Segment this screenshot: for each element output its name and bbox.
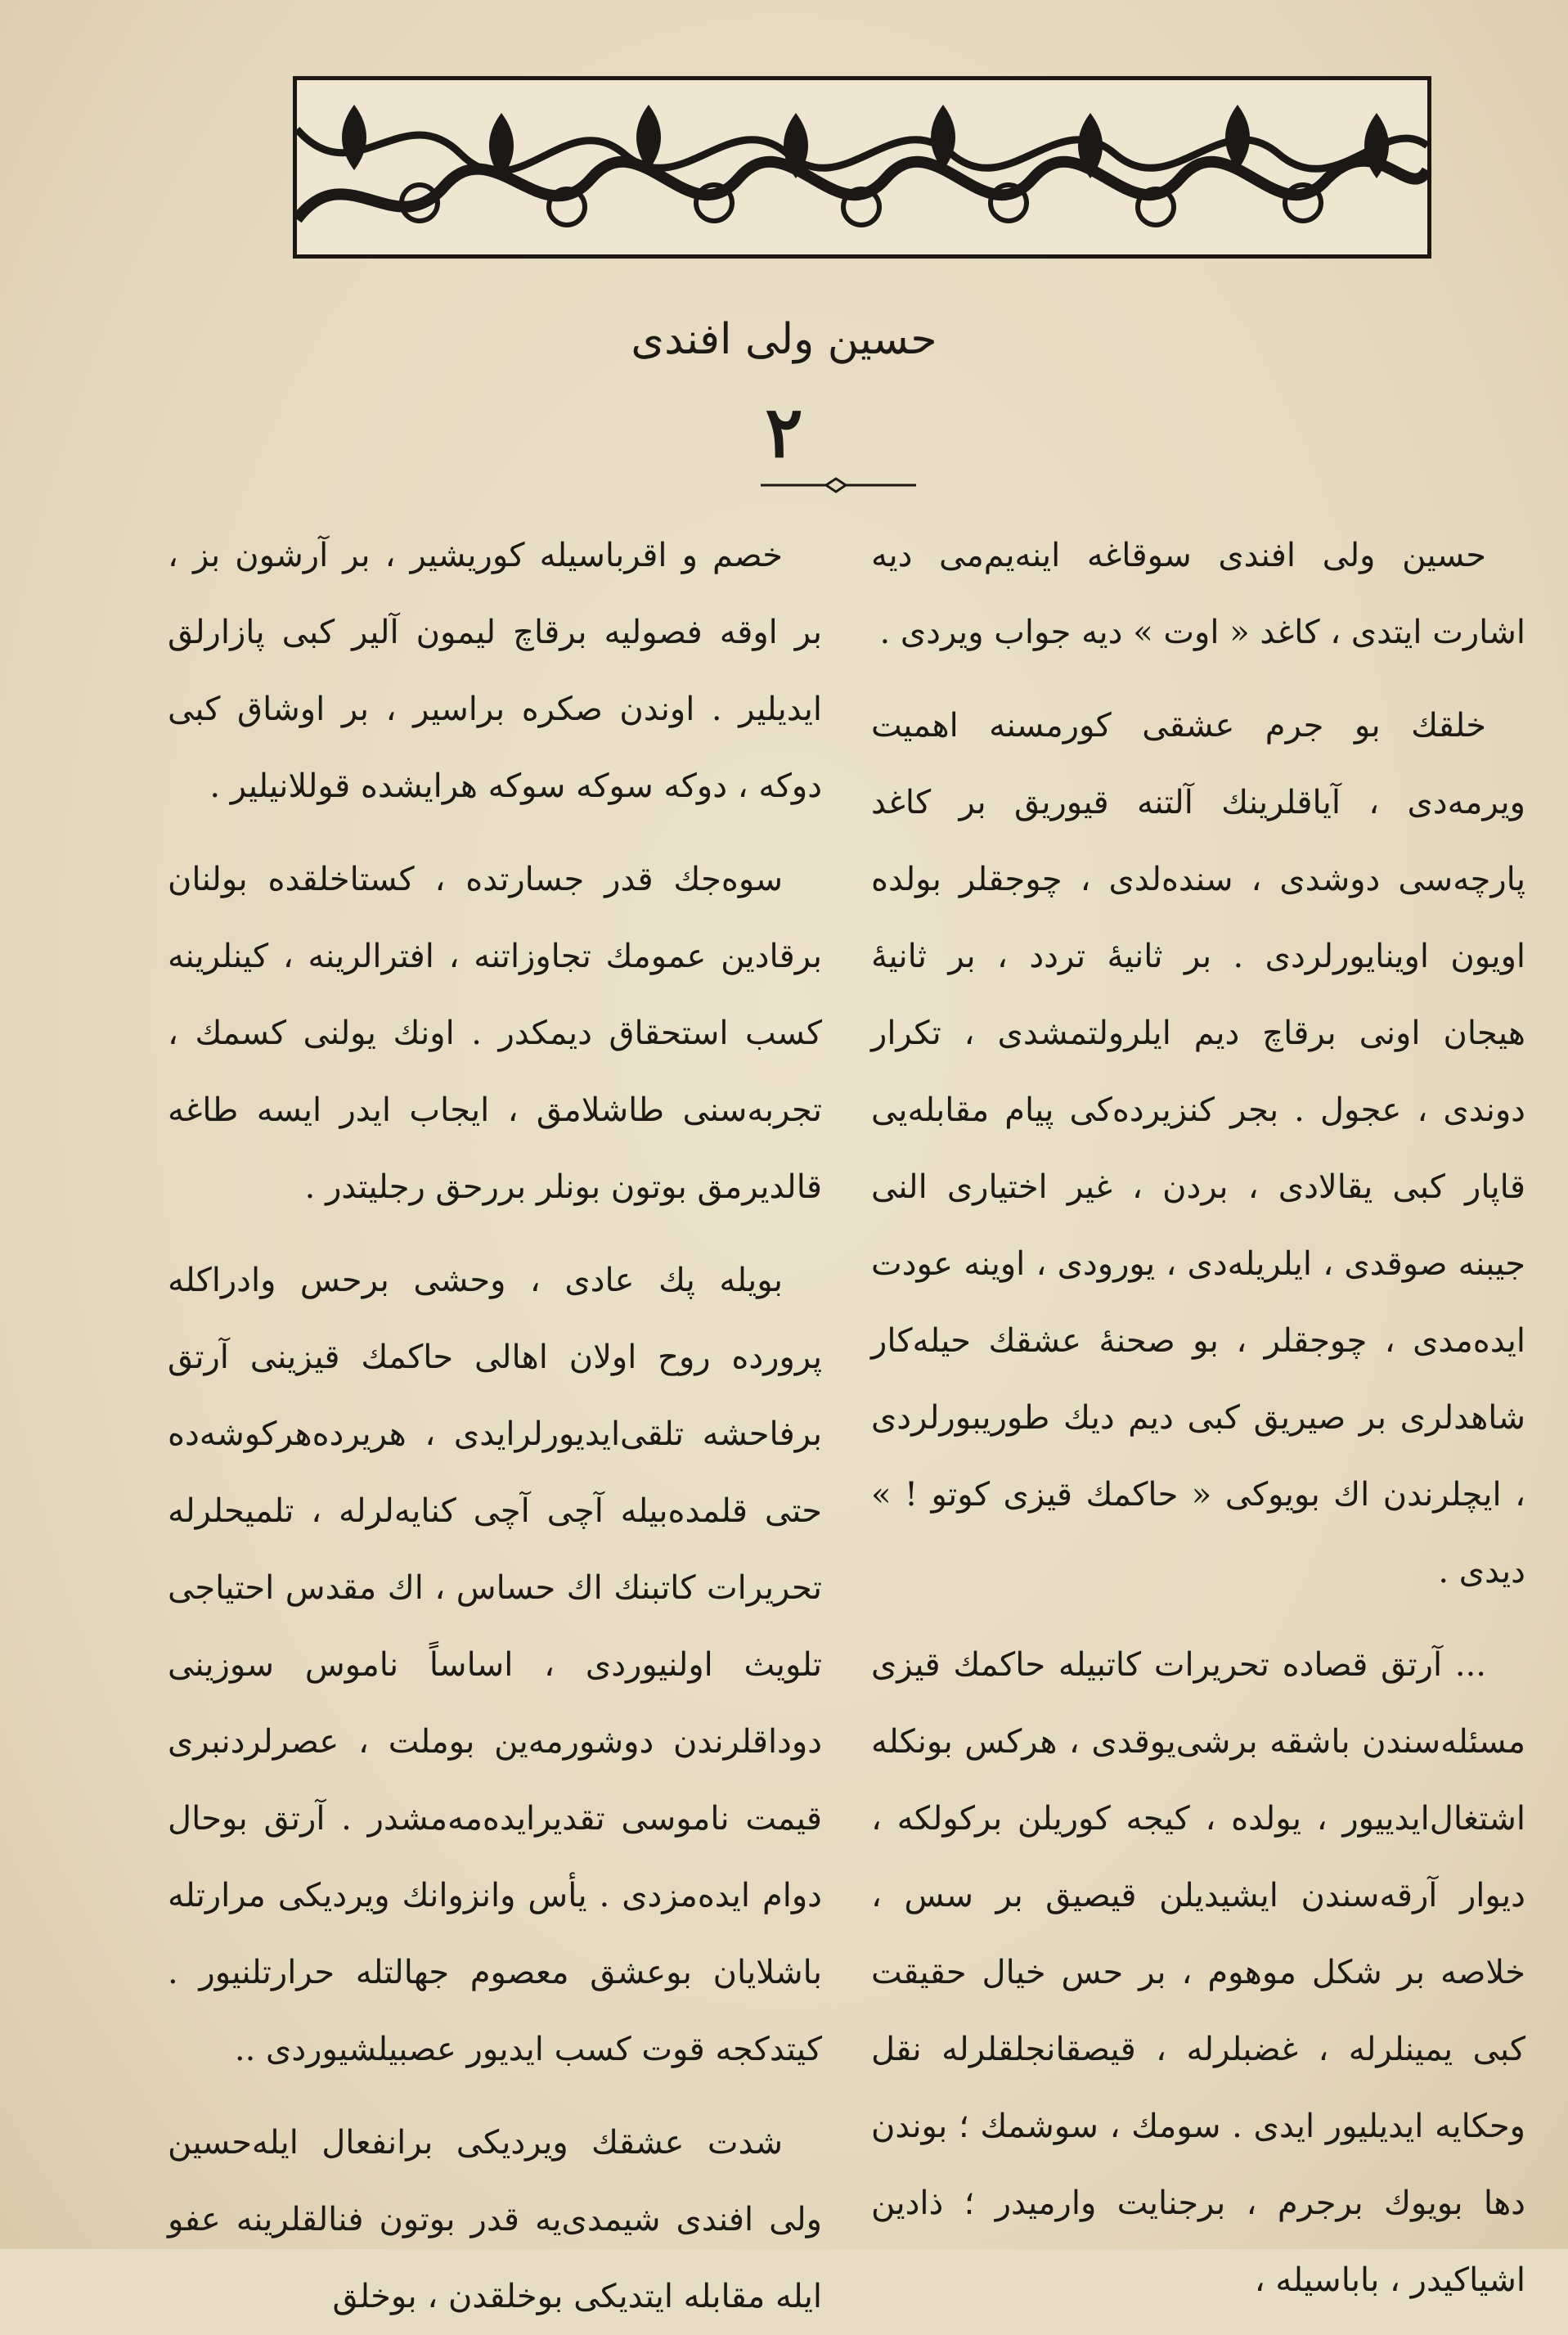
arabesque-pattern [297,80,1427,254]
paragraph: ... آرتق قصاده تحریرات کاتبیله حاکمك قیزی مسئله‌سندن باشقه برشی‌یوقدی ، هرکس بونکله اشتغال‌ایدییور ، یولده ، کیجه کوریلن برکولکه ، دیوار آرقه‌سندن ایشیدیلن قیصیق بر سس ، خلاصه بر شکل موهوم ، بر حس خیال حقیقت کبی یمینلرله ، غضبلرله ، قیصقانجلقلرله نقل وحکایه ایدیلیور ایدی . سومك ، سوشمك ؛ بوندن دها بویوك برجرم ، برجنایت وارمیدر ؛ ذادین اشیاکیدر ، باباسیله ، [871,1646,1525,2299]
paragraph: شدت عشقك ویردیکی برانفعال ایله‌حسین ولی افندی شیمدی‌یه قدر بوتون فنالقلرینه عفو ایله مقابله ایتدیکی بوخلقدن ، بوخلق [168,2124,822,2315]
paragraph: خلقك بو جرم عشقی کورمسنه اهمیت ویرمه‌دی ، آیاقلرینك آلتنه قیوریق بر کاغد پارچه‌سی دوشدی ، سنده‌لدی ، چوجقلر بولده اویون اوینایورلردی . بر ثانیهٔ تردد ، بر ثانیهٔ هیجان اونی برقاچ دیم ایلرولتمشدی ، تکرار دوندی ، عجول . بجر کنزیرده‌کی پیام مقابله‌یی قاپار کبی یقالادی ، بردن ، غیر اختیاری النی جیبنه صوقدی ، ایلریله‌دی ، یورودی ، اوینه عودت ایده‌مدی ، چوجقلر ، بو صحنهٔ عشقك حیله‌کار شاهدلری بر صیریق کبی دیم دیك طوریبورلردی ، ایچلرندن اك بویوکی « حاکمك قیزی کوتو ! » دیدی . [871,707,1525,1590]
section-divider [761,473,916,497]
decorative-header-ornament [293,76,1431,259]
right-text-column [871,517,1525,2299]
left-text-column [168,517,822,2315]
paragraph: سوه‌جك قدر جسارتده ، کستاخلقده بولنان برقادین عمومك تجاوزاتنه ، افترالرینه ، کینلرینه کسب استحقاق دیمکدر . اونك یولنی کسمك ، تجربه‌سنی طاشلامق ، ایجاب ایدر ایسه طاغه قالدیرمق بوتون بونلر بررحق رجلیتدر . [168,861,822,1206]
paragraph: خصم و اقرباسیله کوریشیر ، بر آرشون بز ، بر اوقه فصولیه برقاچ لیمون آلیر کبی پازارلق ایدیلیر . اوندن صکره براسیر ، بر اوشاق کبی دوکه ، دوکه سوکه سوکه هرایشده قوللانیلیر . [168,537,822,805]
article-title: حسین ولی افندی [631,315,937,364]
paragraph: حسین ولی افندی سوقاغه اینه‌یم‌می دیه اشارت ایتدی ، کاغد « اوت » دیه جواب ویردی . [871,537,1525,651]
part-number: ٢ [765,391,803,474]
paragraph: بویله پك عادی ، وحشی برحس وادراکله پرورده روح اولان اهالی حاکمك قیزینی آرتق برفاحشه تلقی‌ایدیورلرایدی ، هریرده‌هرکوشه‌ده حتی قلمده‌بیله آچی آچی کنایه‌لرله ، تلمیحلرله تحریرات کاتبنك اك حساس ، اك مقدس احتیاجی تلویث اولنیوردی ، اساساً ناموس سوزینی دوداقلرندن دوشورمه‌ین بوملت ، عصرلردنبری قیمت ناموسی تقدیرایده‌مه‌مشدر . آرتق بوحال دوام ایده‌مزدی . یأس وانزوانك ویردیکی مرارتله باشلایان بوعشق معصوم جهالتله حرارتلنیور . کیتدکجه قوت کسب ایدیور عصبیلشیوردی .. [168,1262,822,2068]
